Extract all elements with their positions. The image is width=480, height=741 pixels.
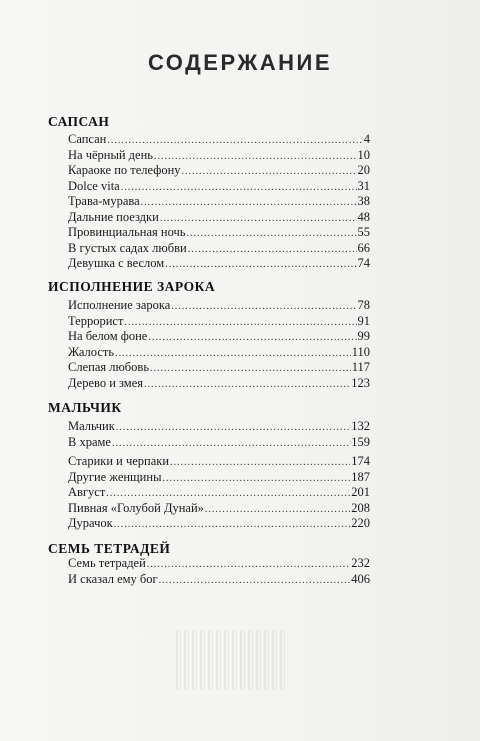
toc-entry-title: Другие женщины	[68, 469, 162, 484]
toc-entry-title: В густых садах любви	[68, 240, 187, 255]
toc-entry-title: Август	[68, 485, 106, 499]
toc-entry-page: 91	[357, 313, 370, 328]
leader-dots	[188, 242, 357, 258]
toc-entry-title: Старики и черпаки	[68, 454, 170, 468]
toc-entry-title: И сказал ему бог	[68, 571, 158, 586]
leader-dots	[106, 486, 350, 502]
leader-dots	[121, 180, 357, 196]
toc-entry-title: Дерево и змея	[68, 375, 143, 390]
toc-entry-page: 38	[357, 194, 370, 208]
leader-dots	[112, 436, 350, 452]
toc-entry-page: 159	[351, 434, 370, 449]
leader-dots	[150, 361, 351, 377]
toc-entry[interactable]	[68, 163, 370, 179]
toc-entry[interactable]	[68, 345, 370, 361]
toc-entry-title: На чёрный день	[68, 147, 153, 162]
section-sapsan-list	[68, 132, 370, 272]
leader-dots	[141, 195, 357, 211]
leader-dots	[115, 346, 351, 362]
toc-entry-title: Слепая любовь	[68, 360, 150, 374]
toc-entry[interactable]	[68, 419, 370, 435]
toc-entry-title: Провинциальная ночь	[68, 225, 186, 239]
leader-dots	[159, 573, 351, 589]
section-heading-ispolnenie-zaroka: ИСПОЛНЕНИЕ ЗАРОКА	[48, 279, 216, 294]
section-heading-sapsan: САПСАН	[48, 114, 110, 129]
leader-dots	[116, 420, 350, 436]
toc-entry-page: 208	[351, 500, 370, 515]
toc-entry[interactable]	[68, 241, 370, 257]
toc-entry-title: Сапсан	[68, 132, 107, 146]
toc-entry[interactable]	[68, 225, 370, 241]
toc-entry-title: Пивная «Голубой Дунай»	[68, 500, 204, 515]
toc-entry-page: 406	[351, 571, 370, 586]
toc-entry-title: Девушка с веслом	[68, 256, 165, 270]
toc-entry[interactable]	[68, 485, 370, 501]
leader-dots	[205, 502, 350, 518]
toc-entry-title: Жалость	[68, 344, 115, 359]
toc-entry-page: 20	[357, 163, 370, 177]
toc-entry-title: Дурачок	[68, 516, 113, 530]
toc-entry[interactable]	[68, 572, 370, 588]
toc-entry-page: 78	[357, 298, 370, 312]
leader-dots	[187, 226, 357, 242]
section-sem-tetradey-list	[68, 556, 370, 587]
section-malchik-list	[68, 419, 370, 532]
toc-entry[interactable]	[68, 132, 370, 148]
toc-entry-title: Караоке по телефону	[68, 163, 181, 177]
leader-dots	[160, 211, 357, 227]
leader-dots	[124, 315, 356, 331]
toc-entry-page: 117	[351, 360, 370, 374]
leader-dots	[182, 164, 357, 180]
toc-entry[interactable]	[68, 194, 370, 210]
toc-entry[interactable]	[68, 210, 370, 226]
toc-entry-page: 201	[351, 485, 370, 499]
page-title: СОДЕРЖАНИЕ	[147, 50, 333, 75]
leader-dots	[148, 330, 356, 346]
toc-entry-title: Dolce vita	[68, 178, 120, 193]
leader-dots	[170, 455, 350, 471]
toc-entry-page: 132	[351, 419, 370, 433]
toc-entry[interactable]	[68, 148, 370, 164]
toc-entry[interactable]	[68, 435, 370, 451]
leader-dots	[144, 377, 350, 393]
toc-entry-page: 31	[357, 178, 370, 193]
section-heading-sem-tetradey: СЕМЬ ТЕТРАДЕЙ	[48, 541, 171, 556]
toc-entry-title: Трава-мурава	[68, 194, 140, 208]
leader-dots	[147, 557, 350, 573]
toc-entry[interactable]	[68, 516, 370, 532]
toc-entry-title: Дальние поездки	[68, 209, 159, 224]
toc-entry[interactable]	[68, 314, 370, 330]
toc-entry-title: Мальчик	[68, 419, 115, 433]
toc-entry-page: 48	[357, 209, 370, 224]
toc-entry-page: 66	[357, 240, 370, 255]
toc-entry-page: 74	[357, 256, 370, 270]
toc-entry-page: 187	[351, 469, 370, 484]
toc-entry-title: Террорист	[68, 313, 124, 328]
toc-entry[interactable]	[68, 179, 370, 195]
section-ispolnenie-zaroka-list	[68, 298, 370, 391]
toc-entry[interactable]	[68, 298, 370, 314]
toc-entry-page: 10	[357, 147, 370, 162]
leader-dots	[165, 257, 356, 273]
toc-entry[interactable]	[68, 470, 370, 486]
toc-entry[interactable]	[68, 501, 370, 517]
leader-dots	[162, 471, 350, 487]
toc-entry-page: 110	[351, 344, 370, 359]
leader-dots	[171, 299, 356, 315]
toc-entry-title: Исполнение зарока	[68, 298, 171, 312]
toc-entry[interactable]	[68, 329, 370, 345]
toc-entry[interactable]	[68, 360, 370, 376]
toc-entry-title: Семь тетрадей	[68, 556, 146, 570]
toc-entry-title: На белом фоне	[68, 329, 148, 343]
toc-entry-page: 220	[351, 516, 370, 530]
leader-dots	[107, 133, 362, 149]
bleed-through-barcode	[176, 630, 288, 690]
toc-entry-page: 55	[357, 225, 370, 239]
toc-entry-page: 123	[351, 375, 370, 390]
toc-entry-page: 4	[363, 132, 370, 146]
toc-entry-page: 232	[351, 556, 370, 570]
toc-entry[interactable]	[68, 256, 370, 272]
leader-dots	[154, 149, 357, 165]
leader-dots	[114, 517, 351, 533]
toc-entry-page: 174	[351, 454, 370, 468]
toc-entry-title: В храме	[68, 434, 111, 449]
toc-entry-page: 99	[357, 329, 370, 343]
toc-entry[interactable]	[68, 454, 370, 470]
toc-entry[interactable]	[68, 556, 370, 572]
section-heading-malchik: МАЛЬЧИК	[48, 400, 122, 415]
toc-entry[interactable]	[68, 376, 370, 392]
